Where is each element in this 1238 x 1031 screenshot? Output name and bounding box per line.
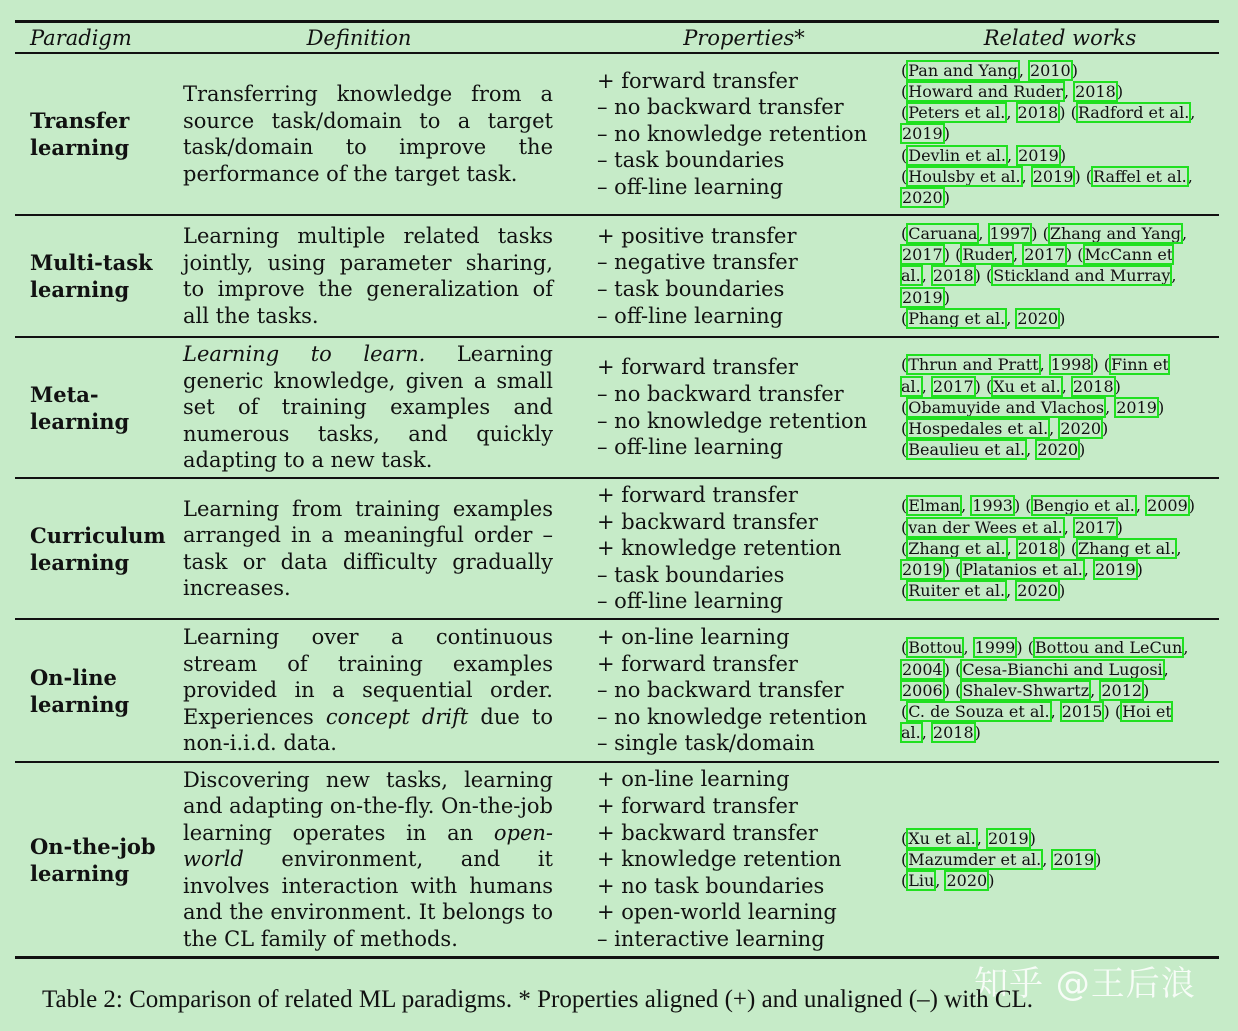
definition-text: Learning from training examples arranged in a meaningful order – task or data difficulty gradually increases. [183, 496, 553, 600]
citation: (Liu, 2020) [901, 871, 995, 891]
property-item: + forward transfer [597, 483, 798, 508]
citation-author-link[interactable]: Bottou and LeCun [1034, 638, 1183, 658]
property-item: – interactive learning [597, 926, 825, 951]
citation-author-link[interactable]: Zhang and Yang [1049, 223, 1182, 243]
citation: (Shalev-Shwartz, 2012) [955, 680, 1150, 700]
citation-line [901, 870, 1199, 891]
table-row [15, 54, 1219, 216]
citation: (Howard and Ruder, 2018) [901, 81, 1124, 101]
definition-text: Learning multiple related tasks jointly, using parameter sharing, to improve the generalization of all the tasks. [183, 224, 553, 328]
paradigm-cell [15, 763, 167, 956]
related-works-cell [901, 216, 1219, 336]
citation-year-link[interactable]: 1999 [974, 638, 1016, 658]
citation-author-link[interactable]: McCann et al. [901, 245, 1174, 286]
citation: (Obamuyide and Vlachos, 2019) [901, 397, 1165, 417]
properties-cell [587, 479, 901, 618]
citation-year-link[interactable]: 2020 [946, 871, 988, 891]
related-works-cell [901, 479, 1219, 618]
citation-line [901, 81, 1199, 102]
citation-line [901, 495, 1199, 516]
citation-author-link[interactable]: Hoi et al. [901, 702, 1172, 743]
property-item: + knowledge retention [597, 847, 842, 872]
citation: (Devlin et al., 2019) [901, 145, 1067, 165]
citation: (C. de Souza et al., 2015) [901, 702, 1110, 722]
property-item: + no task boundaries [597, 873, 825, 898]
property-item: + forward transfer [597, 68, 798, 93]
citation: (Bengio et al., 2009) [1025, 496, 1196, 516]
paradigm-name-line: learning [30, 408, 130, 434]
citation-year-link[interactable]: 1997 [989, 223, 1031, 243]
paradigm-cell [15, 479, 167, 618]
definition-body: Learning over a continuous stream of training examples provided in a sequential order. Experiences [183, 625, 553, 729]
citation-line [901, 354, 1199, 396]
citation-line [901, 223, 1199, 308]
citation-author-link[interactable]: Ruder [962, 245, 1013, 265]
definition-text [183, 341, 553, 474]
citation-author-link[interactable]: Peters et al. [908, 103, 1006, 123]
citation-year-link[interactable]: 2019 [902, 124, 943, 144]
citation: (Radford et al., 2019) [902, 103, 1196, 144]
citation-author-link[interactable]: Liu [908, 871, 935, 891]
citation: (Phang et al., 2020) [901, 308, 1066, 328]
paradigm-name-line: learning [30, 549, 130, 575]
citation: (Bottou, 1999) [901, 638, 1023, 658]
citation: (Hospedales et al., 2020) [901, 419, 1109, 439]
citation-author-link[interactable]: Finn et al. [901, 355, 1169, 396]
citation-author-link[interactable]: Devlin et al. [908, 145, 1006, 165]
citation-year-link[interactable]: 2018 [932, 723, 974, 743]
citation-author-link[interactable]: Ruiter et al. [908, 581, 1006, 601]
citation: (Beaulieu et al., 2020) [901, 440, 1086, 460]
citation-author-link[interactable]: Xu et al. [908, 828, 976, 848]
citation-line [901, 517, 1199, 538]
citation: (Houlsby et al., 2019) [901, 166, 1081, 186]
table-row [15, 620, 1219, 763]
citation: (Zhang et al., 2019) [902, 538, 1182, 580]
definition-cell [167, 763, 587, 956]
property-item: – task boundaries [597, 277, 785, 301]
citation: (Stickland and Murray, 2019) [902, 266, 1177, 307]
property-item: + forward transfer [597, 355, 798, 380]
paradigm-cell [15, 54, 167, 214]
paradigm-name-line: On-line [30, 664, 117, 690]
citation-year-link[interactable]: 2015 [1061, 702, 1103, 722]
citation: (Xu et al., 2019) [901, 828, 1036, 848]
citation-author-link[interactable]: Mazumder et al. [908, 849, 1042, 869]
property-item: + forward transfer [597, 651, 798, 676]
citation-year-link[interactable]: 2006 [902, 680, 943, 700]
paradigm-name-line: Meta- [30, 381, 99, 407]
property-item: + on-line learning [597, 767, 790, 792]
definition-cell [167, 479, 587, 618]
citation-author-link[interactable]: Radford et al. [1077, 103, 1190, 123]
citation-line [901, 580, 1199, 601]
definition-cell [167, 620, 587, 761]
definition-cell [167, 338, 587, 477]
citation-author-link[interactable]: Hospedales et al. [908, 419, 1049, 439]
citation-line [901, 308, 1199, 329]
citation-line [901, 439, 1199, 460]
citation-line [901, 701, 1199, 743]
citation: (Platanios et al., 2019) [955, 560, 1143, 580]
property-item: – no backward transfer [597, 678, 844, 703]
property-item: – off-line learning [597, 435, 784, 460]
citation-year-link[interactable]: 2009 [1147, 496, 1188, 516]
property-item: – off-line learning [597, 174, 784, 199]
definition-emphasis: Learning to learn. [183, 342, 426, 367]
citation: (Raffel et al., 2020) [902, 166, 1193, 207]
related-works-cell [901, 54, 1219, 214]
citation: (Ruiter et al., 2020) [901, 581, 1066, 601]
citation-author-link[interactable]: Zhang et al. [1078, 538, 1176, 558]
properties-cell [587, 620, 901, 761]
citation: (Pan and Yang, 2010) [901, 60, 1078, 80]
citation: (Zhang et al., 2018) [901, 538, 1066, 558]
citation-line [901, 166, 1199, 208]
definition-emphasis: concept drift [325, 704, 469, 729]
citation-author-link[interactable]: Platanios et al. [962, 560, 1083, 580]
property-item: + backward transfer [597, 509, 818, 534]
header-definition: Definition [306, 25, 412, 50]
citation-year-link[interactable]: 2019 [1032, 166, 1074, 186]
paradigm-name-line: Multi-task [30, 250, 153, 275]
definition-body: Learning generic knowledge, given a small set of training examples and numerous tasks, and quickly adapting to a new task. [183, 342, 553, 473]
table-header [15, 23, 1219, 54]
citation-author-link[interactable]: C. de Souza et al. [908, 702, 1050, 722]
citation-year-link[interactable]: 2019 [987, 828, 1029, 848]
citation: (Peters et al., 2018) [901, 103, 1066, 123]
definition-body: environment, and it involves interaction with humans and the environment. It belongs to the CL family of methods. [183, 847, 553, 951]
property-item: – no backward transfer [597, 95, 844, 120]
definition-text [183, 624, 553, 757]
citation-year-link[interactable]: 2019 [1094, 560, 1136, 580]
citation-line [901, 145, 1199, 166]
citation: (Zhang and Yang, 2017) [902, 223, 1188, 265]
property-item: + on-line learning [597, 625, 790, 650]
related-works-cell [901, 338, 1219, 477]
table-row [15, 216, 1219, 338]
citation-author-link[interactable]: van der Wees et al. [908, 517, 1063, 537]
citation-year-link[interactable]: 2018 [1017, 103, 1059, 123]
citation-author-link[interactable]: Raffel et al. [1093, 166, 1187, 186]
citation-year-link[interactable]: 2018 [932, 266, 974, 286]
citation-year-link[interactable]: 2019 [1018, 145, 1059, 165]
header-properties: Properties* [683, 25, 805, 50]
property-item: – off-line learning [597, 303, 784, 328]
citation: (van der Wees et al., 2017) [901, 517, 1123, 537]
citation-author-link[interactable]: Beaulieu et al. [908, 440, 1026, 460]
citation-year-link[interactable]: 2019 [1116, 397, 1157, 417]
property-item: – negative transfer [597, 250, 798, 275]
citation-year-link[interactable]: 2012 [1101, 680, 1143, 700]
property-item: + open-world learning [597, 900, 837, 925]
citation-year-link[interactable]: 2020 [1060, 419, 1102, 439]
definition-cell [167, 216, 587, 336]
citation-year-link[interactable]: 2020 [1017, 308, 1059, 328]
citation-line [901, 538, 1199, 580]
table-row [15, 763, 1219, 959]
citation-year-link[interactable]: 2018 [1075, 81, 1116, 101]
citation-author-link[interactable]: Caruana [908, 223, 978, 243]
citation-author-link[interactable]: Phang et al. [908, 308, 1006, 328]
citation-year-link[interactable]: 2018 [1017, 538, 1059, 558]
citation: (Cesa-Bianchi and Lugosi, 2006) [902, 659, 1169, 700]
citation-author-link[interactable]: Howard and Ruder [908, 81, 1063, 101]
citation-line [901, 102, 1199, 144]
definition-body: due to non-i.i.d. data. [183, 704, 553, 756]
citation: (Hoi et al., 2018) [901, 702, 1172, 743]
paradigm-name-line: learning [30, 691, 130, 717]
citation-author-link[interactable]: Xu et al. [993, 376, 1061, 396]
header-related-works: Related works [983, 25, 1137, 50]
citation: (Mazumder et al., 2019) [901, 849, 1102, 869]
properties-cell [587, 54, 901, 214]
related-works-cell [901, 620, 1219, 761]
citation-author-link[interactable]: Houlsby et al. [908, 166, 1021, 186]
citation-year-link[interactable]: 1993 [972, 496, 1013, 516]
comparison-table [15, 20, 1219, 959]
properties-cell [587, 338, 901, 477]
properties-cell [587, 216, 901, 336]
property-item: – single task/domain [597, 731, 815, 756]
citation: (Bottou and LeCun, 2004) [902, 638, 1189, 679]
property-item: + forward transfer [597, 794, 798, 819]
citation-year-link[interactable]: 2018 [1072, 376, 1114, 396]
property-item: – no knowledge retention [597, 704, 868, 729]
citation-author-link[interactable]: Shalev-Shwartz [962, 680, 1090, 700]
definition-cell [167, 54, 587, 214]
citation-line [901, 849, 1199, 870]
paradigm-name-line: Curriculum [30, 522, 166, 548]
table-row [15, 479, 1219, 620]
citation-year-link[interactable]: 1998 [1050, 355, 1092, 375]
citation-line [901, 418, 1199, 439]
paradigm-name-line: On-the-job [30, 833, 156, 859]
citation-year-link[interactable]: 2020 [1017, 581, 1058, 601]
header-paradigm: Paradigm [30, 25, 132, 50]
citation-year-link[interactable]: 2019 [902, 287, 943, 307]
citation: (Elman, 1993) [901, 496, 1021, 516]
definition-emphasis: open-world [183, 820, 553, 872]
paradigm-name-line: Transfer [30, 108, 130, 133]
citation-year-link[interactable]: 2019 [1053, 849, 1095, 869]
citation-year-link[interactable]: 2004 [902, 659, 943, 679]
citation-line [901, 637, 1199, 701]
property-item: – no knowledge retention [597, 408, 868, 433]
paradigm-cell [15, 216, 167, 336]
citation-year-link[interactable]: 2019 [902, 560, 943, 580]
paradigm-name-line: learning [30, 277, 130, 302]
citation-author-link[interactable]: Cesa-Bianchi and Lugosi [962, 659, 1163, 679]
citation-author-link[interactable]: Stickland and Murray [993, 266, 1171, 286]
citation: (Caruana, 1997) [901, 223, 1038, 243]
citation: (Ruder, 2017) [955, 245, 1073, 265]
definition-body: Discovering new tasks, learning and adapting on-the-fly. On-the-job learning operates in an [183, 767, 553, 845]
properties-cell [587, 763, 901, 956]
citation: (Thrun and Pratt, 1998) [901, 355, 1099, 375]
citation-author-link[interactable]: Obamuyide and Vlachos [908, 397, 1105, 417]
citation-author-link[interactable]: Zhang et al. [908, 538, 1006, 558]
table-caption: Table 2: Comparison of related ML paradigms. * Properties aligned (+) and unaligned (–) with CL. [42, 986, 1034, 1013]
property-item: – no backward transfer [597, 381, 844, 406]
property-item: – no knowledge retention [597, 121, 868, 146]
paradigm-name-line: learning [30, 135, 130, 160]
property-item: + backward transfer [597, 820, 818, 845]
citation-author-link[interactable]: Thrun and Pratt [908, 355, 1039, 375]
property-item: – task boundaries [597, 148, 785, 173]
citation-author-link[interactable]: Pan and Yang [908, 60, 1018, 80]
citation-year-link[interactable]: 2017 [1024, 245, 1065, 265]
citation-line [901, 828, 1199, 849]
citation-year-link[interactable]: 2010 [1029, 60, 1071, 80]
definition-text: Transferring knowledge from a source task/domain to a target task/domain to improve the performance of the target task. [183, 82, 553, 186]
citation-year-link[interactable]: 2017 [932, 376, 974, 396]
citation: (McCann et al., 2018) [901, 245, 1174, 286]
related-works-cell [901, 763, 1219, 956]
citation: (Xu et al., 2018) [985, 376, 1121, 396]
paradigm-cell [15, 620, 167, 761]
citation-author-link[interactable]: Elman [908, 496, 961, 516]
citation-year-link[interactable]: 2020 [1037, 440, 1079, 460]
property-item: – task boundaries [597, 562, 785, 587]
citation-author-link[interactable]: Bengio et al. [1032, 496, 1135, 516]
citation-line [901, 397, 1199, 418]
paradigm-name-line: learning [30, 860, 130, 886]
citation-author-link[interactable]: Bottou [908, 638, 963, 658]
citation-year-link[interactable]: 2017 [1074, 517, 1116, 537]
citation-year-link[interactable]: 2017 [902, 245, 943, 265]
property-item: + knowledge retention [597, 536, 842, 561]
property-item: + positive transfer [597, 223, 797, 248]
citation-line [901, 60, 1199, 81]
paradigm-cell [15, 338, 167, 477]
citation: (Finn et al., 2017) [901, 355, 1169, 396]
table-row [15, 338, 1219, 479]
watermark: 知乎 @王后浪 [974, 964, 1196, 1004]
citation-year-link[interactable]: 2020 [902, 188, 943, 207]
property-item: – off-line learning [597, 589, 784, 614]
definition-text [183, 767, 553, 953]
